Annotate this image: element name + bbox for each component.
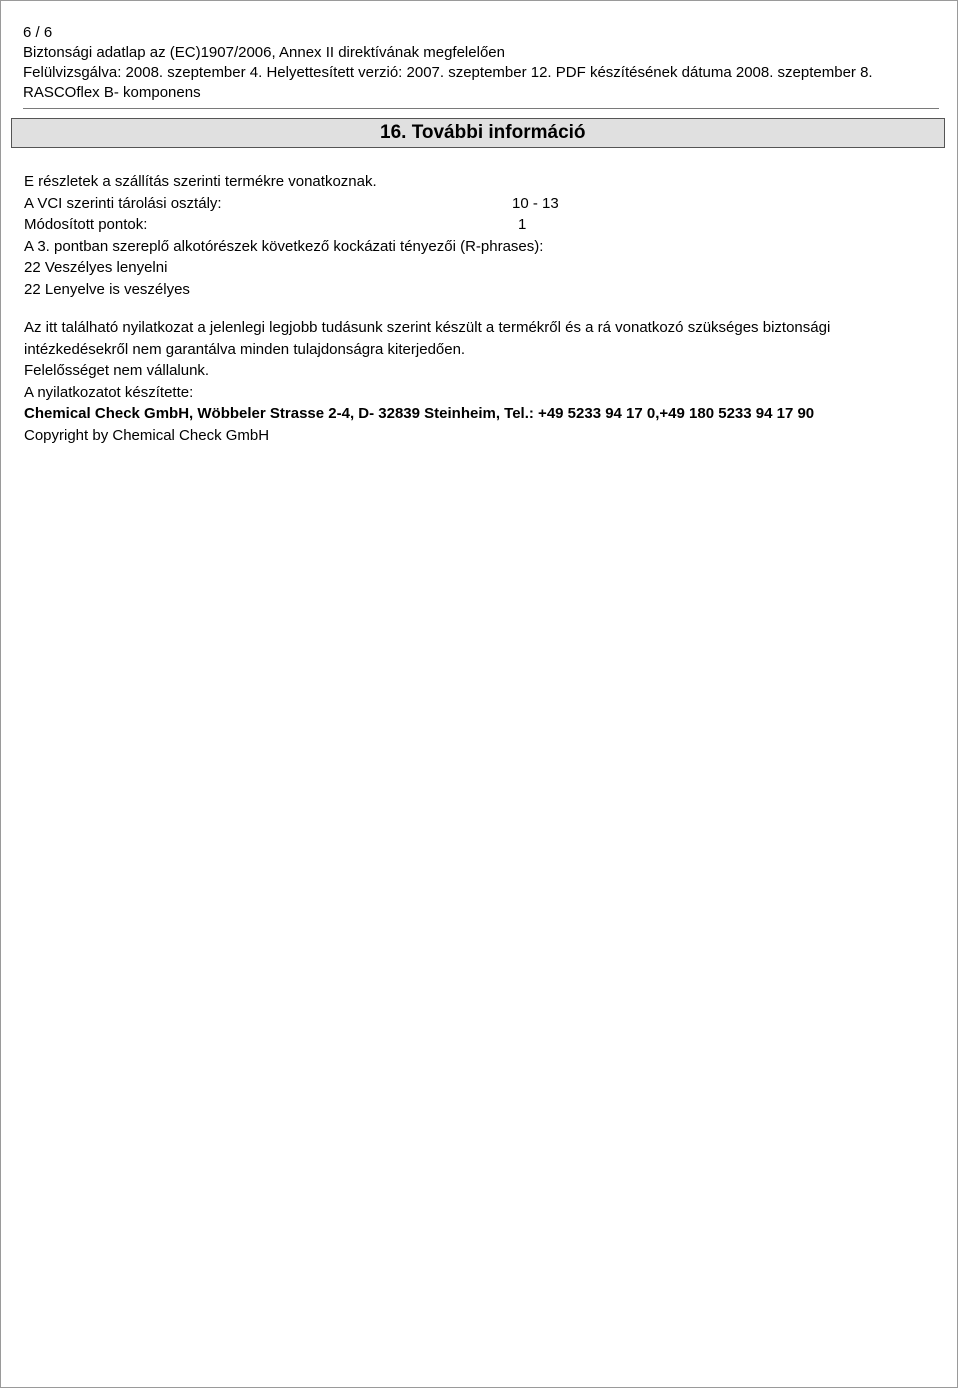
modified-label: Módosított pontok:: [24, 216, 148, 233]
paragraph-spacer: [24, 300, 938, 317]
modified-value: 1: [518, 216, 527, 233]
section-heading-box: [11, 118, 945, 148]
vci-value: 10 - 13: [512, 194, 559, 212]
liability-note: Felelősséget nem vállalunk.: [24, 362, 210, 379]
rphrase-item: 22 Veszélyes lenyelni: [24, 259, 168, 276]
section-title: 16. További információ: [380, 122, 586, 143]
disclaimer-line-1: Az itt található nyilatkozat a jelenlegi legjobb tudásunk szerint készült a termékről és a rá vonatkozó szükséges biztonsági: [24, 319, 831, 336]
regulation-line: Biztonsági adatlap az (EC)1907/2006, Annex II direktívának megfelelően: [23, 44, 505, 61]
header-divider: [23, 108, 939, 109]
page-header: [23, 23, 941, 103]
rphrases-intro: A 3. pontban szereplő alkotórészek következő kockázati tényezői (R-phrases):: [24, 237, 544, 255]
revision-line: Felülvizsgálva: 2008. szeptember 4. Helyettesített verzió: 2007. szeptember 12. PDF készítésének dátuma 2008. szeptember 8.: [23, 64, 873, 81]
company-contact: Chemical Check GmbH, Wöbbeler Strasse 2-4, D- 32839 Steinheim, Tel.: +49 5233 94 17 0,+49 180 5233 94 17 90: [24, 405, 815, 422]
vci-label: A VCI szerinti tárolási osztály:: [24, 194, 222, 212]
vci-row: [24, 193, 938, 215]
modified-row: [24, 214, 938, 236]
product-name: RASCOflex B- komponens: [23, 84, 201, 101]
rphrase-item: 22 Lenyelve is veszélyes: [24, 280, 190, 298]
page-number: 6 / 6: [23, 24, 53, 41]
disclaimer-line-2: intézkedésekről nem garantálva minden tulajdonságra kiterjedően.: [24, 340, 466, 358]
copyright-note: Copyright by Chemical Check GmbH: [24, 426, 270, 444]
section-body: [24, 171, 938, 446]
prepared-by-label: A nyilatkozatot készítette:: [24, 383, 194, 401]
delivery-note: E részletek a szállítás szerinti termékre vonatkoznak.: [24, 173, 377, 190]
